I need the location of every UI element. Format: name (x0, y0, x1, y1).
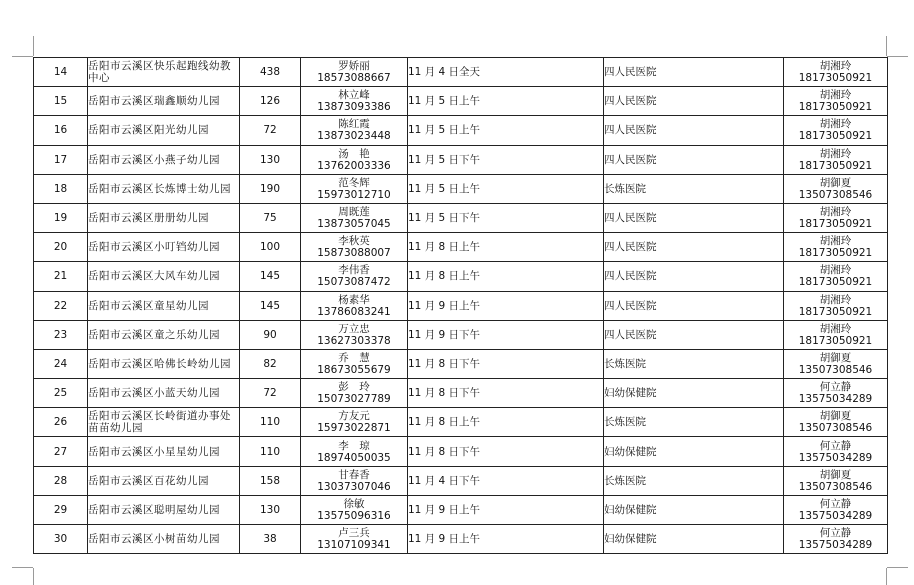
contact-name: 汤 艳 (338, 147, 370, 160)
contact-cell (301, 174, 408, 203)
exam-date: 11 月 8 日上午 (408, 270, 481, 283)
row-number: 27 (53, 445, 68, 458)
hospital-cell (604, 379, 784, 408)
contact-phone: 18573088667 (317, 72, 391, 85)
schedule-table (33, 57, 888, 554)
doctor-name: 胡湘玲 (819, 264, 852, 277)
row-number-cell (34, 525, 88, 554)
exam-date-cell (408, 233, 604, 262)
exam-date: 11 月 5 日下午 (408, 153, 481, 166)
doctor-name: 胡湘玲 (819, 118, 852, 131)
student-count-cell (240, 525, 301, 554)
student-count: 130 (259, 503, 281, 516)
exam-date: 11 月 4 日全天 (408, 66, 481, 79)
contact-phone: 13575096316 (317, 509, 391, 522)
doctor-name: 胡湘玲 (819, 147, 852, 160)
kindergarten-name-cell (88, 87, 240, 116)
kindergarten-name: 岳阳市云溪区哈佛长岭幼儿园 (88, 357, 231, 370)
contact-phone: 13627303378 (317, 334, 391, 347)
table-row (34, 379, 888, 408)
contact-phone: 13762003336 (317, 159, 391, 172)
exam-date-cell (408, 379, 604, 408)
table-row (34, 87, 888, 116)
contact-phone: 13873057045 (317, 218, 391, 231)
student-count-cell (240, 437, 301, 466)
row-number: 15 (53, 95, 68, 108)
contact-name: 林立峰 (338, 89, 370, 102)
row-number-cell (34, 495, 88, 524)
table-row (34, 58, 888, 87)
kindergarten-name-cell (88, 174, 240, 203)
student-count: 90 (263, 328, 277, 341)
student-count-cell (240, 349, 301, 378)
doctor-cell (784, 495, 888, 524)
kindergarten-name-cell (88, 349, 240, 378)
row-number: 19 (53, 212, 68, 225)
kindergarten-name-cell (88, 145, 240, 174)
doctor-cell (784, 349, 888, 378)
row-number: 21 (53, 270, 68, 283)
exam-date: 11 月 9 日上午 (408, 299, 481, 312)
doctor-phone: 13507308546 (798, 422, 873, 435)
doctor-name: 胡湘玲 (819, 235, 852, 248)
doctor-phone: 18173050921 (798, 276, 873, 289)
kindergarten-name-cell (88, 233, 240, 262)
row-number: 14 (53, 66, 68, 79)
kindergarten-name: 岳阳市云溪区快乐起跑线幼教中心 (88, 60, 231, 85)
exam-date: 11 月 5 日上午 (408, 95, 481, 108)
exam-date: 11 月 5 日上午 (408, 182, 481, 195)
doctor-cell (784, 262, 888, 291)
row-number-cell (34, 437, 88, 466)
doctor-cell (784, 174, 888, 203)
contact-cell (301, 320, 408, 349)
row-number: 30 (53, 533, 68, 546)
doctor-phone: 18173050921 (798, 305, 873, 318)
crop-mark-bottom-right-v (886, 568, 887, 585)
contact-phone: 13107109341 (317, 539, 391, 552)
exam-date-cell (408, 320, 604, 349)
kindergarten-name-cell (88, 58, 240, 87)
contact-name: 周既莲 (338, 206, 370, 219)
exam-date: 11 月 9 日下午 (408, 328, 481, 341)
exam-date-cell (408, 291, 604, 320)
contact-name: 范冬辉 (338, 176, 370, 189)
row-number-cell (34, 87, 88, 116)
student-count: 38 (263, 533, 277, 546)
contact-name: 李伟香 (338, 264, 370, 277)
doctor-cell (784, 233, 888, 262)
hospital-name: 四人民医院 (604, 212, 657, 225)
contact-name: 甘春香 (338, 468, 370, 481)
exam-date: 11 月 4 日下午 (408, 474, 481, 487)
doctor-name: 胡御夏 (819, 176, 852, 189)
exam-date: 11 月 5 日上午 (408, 124, 481, 137)
hospital-name: 妇幼保健院 (604, 387, 657, 400)
contact-phone: 18673055679 (317, 363, 391, 376)
row-number: 28 (53, 474, 68, 487)
row-number-cell (34, 145, 88, 174)
hospital-cell (604, 58, 784, 87)
doctor-phone: 18173050921 (798, 72, 873, 85)
table-row (34, 262, 888, 291)
hospital-cell (604, 87, 784, 116)
exam-date: 11 月 8 日上午 (408, 241, 481, 254)
doctor-name: 何立静 (819, 439, 852, 452)
table-row (34, 466, 888, 495)
doctor-cell (784, 58, 888, 87)
crop-mark-bottom-left-v (33, 568, 34, 585)
doctor-phone: 18173050921 (798, 218, 873, 231)
contact-phone: 15073087472 (317, 276, 391, 289)
doctor-name: 何立静 (819, 381, 852, 394)
hospital-cell (604, 349, 784, 378)
doctor-cell (784, 291, 888, 320)
kindergarten-name-cell (88, 408, 240, 437)
contact-cell (301, 233, 408, 262)
kindergarten-name: 岳阳市云溪区瑞鑫顺幼儿园 (88, 95, 220, 108)
student-count: 438 (259, 66, 281, 79)
doctor-phone: 13575034289 (798, 451, 873, 464)
exam-date-cell (408, 145, 604, 174)
exam-date-cell (408, 437, 604, 466)
kindergarten-name-cell (88, 437, 240, 466)
row-number: 24 (53, 357, 68, 370)
hospital-name: 四人民医院 (604, 124, 657, 137)
student-count: 126 (259, 95, 281, 108)
doctor-name: 胡湘玲 (819, 89, 852, 102)
crop-mark-top-left-v (33, 36, 34, 56)
exam-date-cell (408, 174, 604, 203)
table-row (34, 437, 888, 466)
student-count: 110 (259, 416, 281, 429)
contact-name: 徐敏 (343, 497, 365, 510)
table-row (34, 174, 888, 203)
student-count-cell (240, 87, 301, 116)
kindergarten-name: 岳阳市云溪区大风车幼儿园 (88, 270, 220, 283)
kindergarten-name: 岳阳市云溪区聪明屋幼儿园 (88, 503, 220, 516)
contact-cell (301, 495, 408, 524)
row-number: 26 (53, 416, 68, 429)
row-number-cell (34, 291, 88, 320)
hospital-cell (604, 116, 784, 145)
exam-date-cell (408, 495, 604, 524)
schedule-table-body (34, 58, 888, 554)
row-number: 20 (53, 241, 68, 254)
kindergarten-name-cell (88, 320, 240, 349)
student-count-cell (240, 145, 301, 174)
doctor-cell (784, 145, 888, 174)
kindergarten-name: 岳阳市云溪区阳光幼儿园 (88, 124, 209, 137)
contact-cell (301, 408, 408, 437)
contact-phone: 18974050035 (317, 451, 391, 464)
doctor-phone: 18173050921 (798, 159, 873, 172)
kindergarten-name: 岳阳市云溪区童星幼儿园 (88, 299, 209, 312)
doctor-cell (784, 379, 888, 408)
contact-cell (301, 203, 408, 232)
row-number: 23 (53, 328, 68, 341)
row-number-cell (34, 349, 88, 378)
exam-date-cell (408, 87, 604, 116)
table-row (34, 349, 888, 378)
hospital-cell (604, 145, 784, 174)
kindergarten-name: 岳阳市云溪区小燕子幼儿园 (88, 153, 220, 166)
exam-date: 11 月 8 日下午 (408, 357, 481, 370)
table-row (34, 495, 888, 524)
contact-cell (301, 291, 408, 320)
table-row (34, 408, 888, 437)
exam-date-cell (408, 408, 604, 437)
student-count: 72 (263, 387, 277, 400)
kindergarten-name: 岳阳市云溪区小叮铛幼儿园 (88, 241, 220, 254)
contact-name: 彭 玲 (338, 381, 370, 394)
exam-date: 11 月 9 日上午 (408, 533, 481, 546)
student-count-cell (240, 379, 301, 408)
doctor-cell (784, 437, 888, 466)
kindergarten-name: 岳阳市云溪区小树苗幼儿园 (88, 533, 220, 546)
contact-name: 杨素华 (338, 293, 370, 306)
kindergarten-name-cell (88, 466, 240, 495)
student-count-cell (240, 203, 301, 232)
hospital-cell (604, 174, 784, 203)
kindergarten-name-cell (88, 262, 240, 291)
hospital-name: 四人民医院 (604, 328, 657, 341)
doctor-name: 胡湘玲 (819, 206, 852, 219)
exam-date: 11 月 8 日上午 (408, 416, 481, 429)
student-count-cell (240, 174, 301, 203)
contact-phone: 15973022871 (317, 422, 391, 435)
kindergarten-name-cell (88, 116, 240, 145)
row-number: 18 (53, 182, 68, 195)
doctor-cell (784, 116, 888, 145)
student-count: 145 (259, 299, 281, 312)
contact-name: 方友元 (338, 410, 370, 423)
hospital-cell (604, 408, 784, 437)
doctor-phone: 13575034289 (798, 539, 873, 552)
student-count: 82 (263, 357, 277, 370)
hospital-name: 长炼医院 (604, 416, 646, 429)
contact-cell (301, 466, 408, 495)
exam-date-cell (408, 525, 604, 554)
table-row (34, 233, 888, 262)
doctor-cell (784, 87, 888, 116)
student-count: 158 (259, 474, 281, 487)
doctor-name: 胡湘玲 (819, 60, 852, 73)
row-number: 25 (53, 387, 68, 400)
row-number: 16 (53, 124, 68, 137)
contact-cell (301, 116, 408, 145)
contact-phone: 13786083241 (317, 305, 391, 318)
hospital-cell (604, 262, 784, 291)
contact-cell (301, 437, 408, 466)
row-number-cell (34, 262, 88, 291)
row-number-cell (34, 203, 88, 232)
row-number-cell (34, 379, 88, 408)
contact-phone: 15873088007 (317, 247, 391, 260)
student-count-cell (240, 233, 301, 262)
contact-cell (301, 145, 408, 174)
row-number: 22 (53, 299, 68, 312)
doctor-name: 何立静 (819, 527, 852, 540)
student-count-cell (240, 408, 301, 437)
student-count: 145 (259, 270, 281, 283)
student-count-cell (240, 291, 301, 320)
student-count: 72 (263, 124, 277, 137)
doctor-name: 胡湘玲 (819, 322, 852, 335)
table-row (34, 320, 888, 349)
hospital-name: 妇幼保健院 (604, 533, 657, 546)
kindergarten-name: 岳阳市云溪区长炼博士幼儿园 (88, 182, 231, 195)
doctor-phone: 13575034289 (798, 509, 873, 522)
kindergarten-name: 岳阳市云溪区童之乐幼儿园 (88, 328, 220, 341)
doctor-phone: 13507308546 (798, 188, 873, 201)
crop-mark-bottom-right-h (887, 567, 908, 568)
doctor-name: 胡湘玲 (819, 293, 852, 306)
row-number-cell (34, 174, 88, 203)
student-count: 130 (259, 153, 281, 166)
hospital-name: 长炼医院 (604, 474, 646, 487)
hospital-cell (604, 437, 784, 466)
hospital-name: 四人民医院 (604, 299, 657, 312)
kindergarten-name-cell (88, 525, 240, 554)
doctor-phone: 18173050921 (798, 130, 873, 143)
kindergarten-name: 岳阳市云溪区小星星幼儿园 (88, 445, 220, 458)
contact-name: 卢三兵 (338, 527, 370, 540)
doctor-phone: 13507308546 (798, 480, 873, 493)
contact-phone: 13873093386 (317, 101, 391, 114)
hospital-cell (604, 320, 784, 349)
contact-cell (301, 525, 408, 554)
hospital-cell (604, 525, 784, 554)
row-number-cell (34, 408, 88, 437)
contact-phone: 13873023448 (317, 130, 391, 143)
kindergarten-name: 岳阳市云溪区百花幼儿园 (88, 474, 209, 487)
contact-phone: 15073027789 (317, 393, 391, 406)
doctor-cell (784, 525, 888, 554)
row-number-cell (34, 233, 88, 262)
contact-cell (301, 379, 408, 408)
row-number-cell (34, 320, 88, 349)
hospital-name: 妇幼保健院 (604, 503, 657, 516)
table-row (34, 291, 888, 320)
doctor-cell (784, 320, 888, 349)
doctor-phone: 18173050921 (798, 101, 873, 114)
exam-date: 11 月 5 日下午 (408, 212, 481, 225)
doctor-cell (784, 203, 888, 232)
doctor-name: 胡御夏 (819, 468, 852, 481)
hospital-cell (604, 495, 784, 524)
contact-name: 李 琼 (338, 439, 370, 452)
hospital-name: 四人民医院 (604, 241, 657, 254)
contact-name: 乔 慧 (338, 351, 370, 364)
hospital-name: 四人民医院 (604, 153, 657, 166)
student-count: 75 (263, 212, 277, 225)
doctor-name: 何立静 (819, 497, 852, 510)
contact-phone: 15973012710 (317, 188, 391, 201)
student-count-cell (240, 116, 301, 145)
exam-date-cell (408, 203, 604, 232)
student-count-cell (240, 466, 301, 495)
kindergarten-name-cell (88, 203, 240, 232)
kindergarten-name: 岳阳市云溪区长岭街道办事处苗苗幼儿园 (88, 410, 231, 435)
contact-cell (301, 349, 408, 378)
crop-mark-top-right-h (887, 56, 908, 57)
row-number: 29 (53, 503, 68, 516)
kindergarten-name: 岳阳市云溪区册册幼儿园 (88, 212, 209, 225)
contact-cell (301, 87, 408, 116)
contact-name: 罗娇丽 (338, 60, 370, 73)
hospital-name: 四人民医院 (604, 95, 657, 108)
doctor-cell (784, 408, 888, 437)
kindergarten-name-cell (88, 379, 240, 408)
crop-mark-top-right-v (886, 36, 887, 56)
exam-date: 11 月 9 日上午 (408, 503, 481, 516)
hospital-name: 长炼医院 (604, 182, 646, 195)
doctor-phone: 13507308546 (798, 363, 873, 376)
crop-mark-top-left-h (12, 56, 33, 57)
exam-date-cell (408, 262, 604, 291)
exam-date-cell (408, 116, 604, 145)
contact-cell (301, 262, 408, 291)
row-number-cell (34, 116, 88, 145)
row-number-cell (34, 466, 88, 495)
contact-name: 万立忠 (338, 322, 370, 335)
exam-date-cell (408, 58, 604, 87)
student-count-cell (240, 262, 301, 291)
exam-date-cell (408, 466, 604, 495)
doctor-name: 胡御夏 (819, 351, 852, 364)
kindergarten-name-cell (88, 291, 240, 320)
row-number: 17 (53, 153, 68, 166)
student-count: 110 (259, 445, 281, 458)
student-count-cell (240, 320, 301, 349)
hospital-cell (604, 233, 784, 262)
hospital-cell (604, 291, 784, 320)
exam-date: 11 月 8 日下午 (408, 387, 481, 400)
doctor-cell (784, 466, 888, 495)
kindergarten-name-cell (88, 495, 240, 524)
doctor-phone: 13575034289 (798, 393, 873, 406)
hospital-name: 四人民医院 (604, 270, 657, 283)
student-count: 100 (259, 241, 281, 254)
table-row (34, 145, 888, 174)
contact-name: 陈红霞 (338, 118, 370, 131)
hospital-name: 妇幼保健院 (604, 445, 657, 458)
table-row (34, 525, 888, 554)
hospital-name: 四人民医院 (604, 66, 657, 79)
doctor-name: 胡御夏 (819, 410, 852, 423)
hospital-cell (604, 466, 784, 495)
doctor-phone: 18173050921 (798, 247, 873, 260)
hospital-cell (604, 203, 784, 232)
row-number-cell (34, 58, 88, 87)
student-count-cell (240, 495, 301, 524)
exam-date-cell (408, 349, 604, 378)
doctor-phone: 18173050921 (798, 334, 873, 347)
contact-cell (301, 58, 408, 87)
hospital-name: 长炼医院 (604, 357, 646, 370)
student-count-cell (240, 58, 301, 87)
table-row (34, 116, 888, 145)
kindergarten-name: 岳阳市云溪区小蓝天幼儿园 (88, 387, 220, 400)
table-row (34, 203, 888, 232)
student-count: 190 (259, 182, 281, 195)
exam-date: 11 月 8 日下午 (408, 445, 481, 458)
contact-name: 李秋英 (338, 235, 370, 248)
crop-mark-bottom-left-h (12, 567, 33, 568)
contact-phone: 13037307046 (317, 480, 391, 493)
